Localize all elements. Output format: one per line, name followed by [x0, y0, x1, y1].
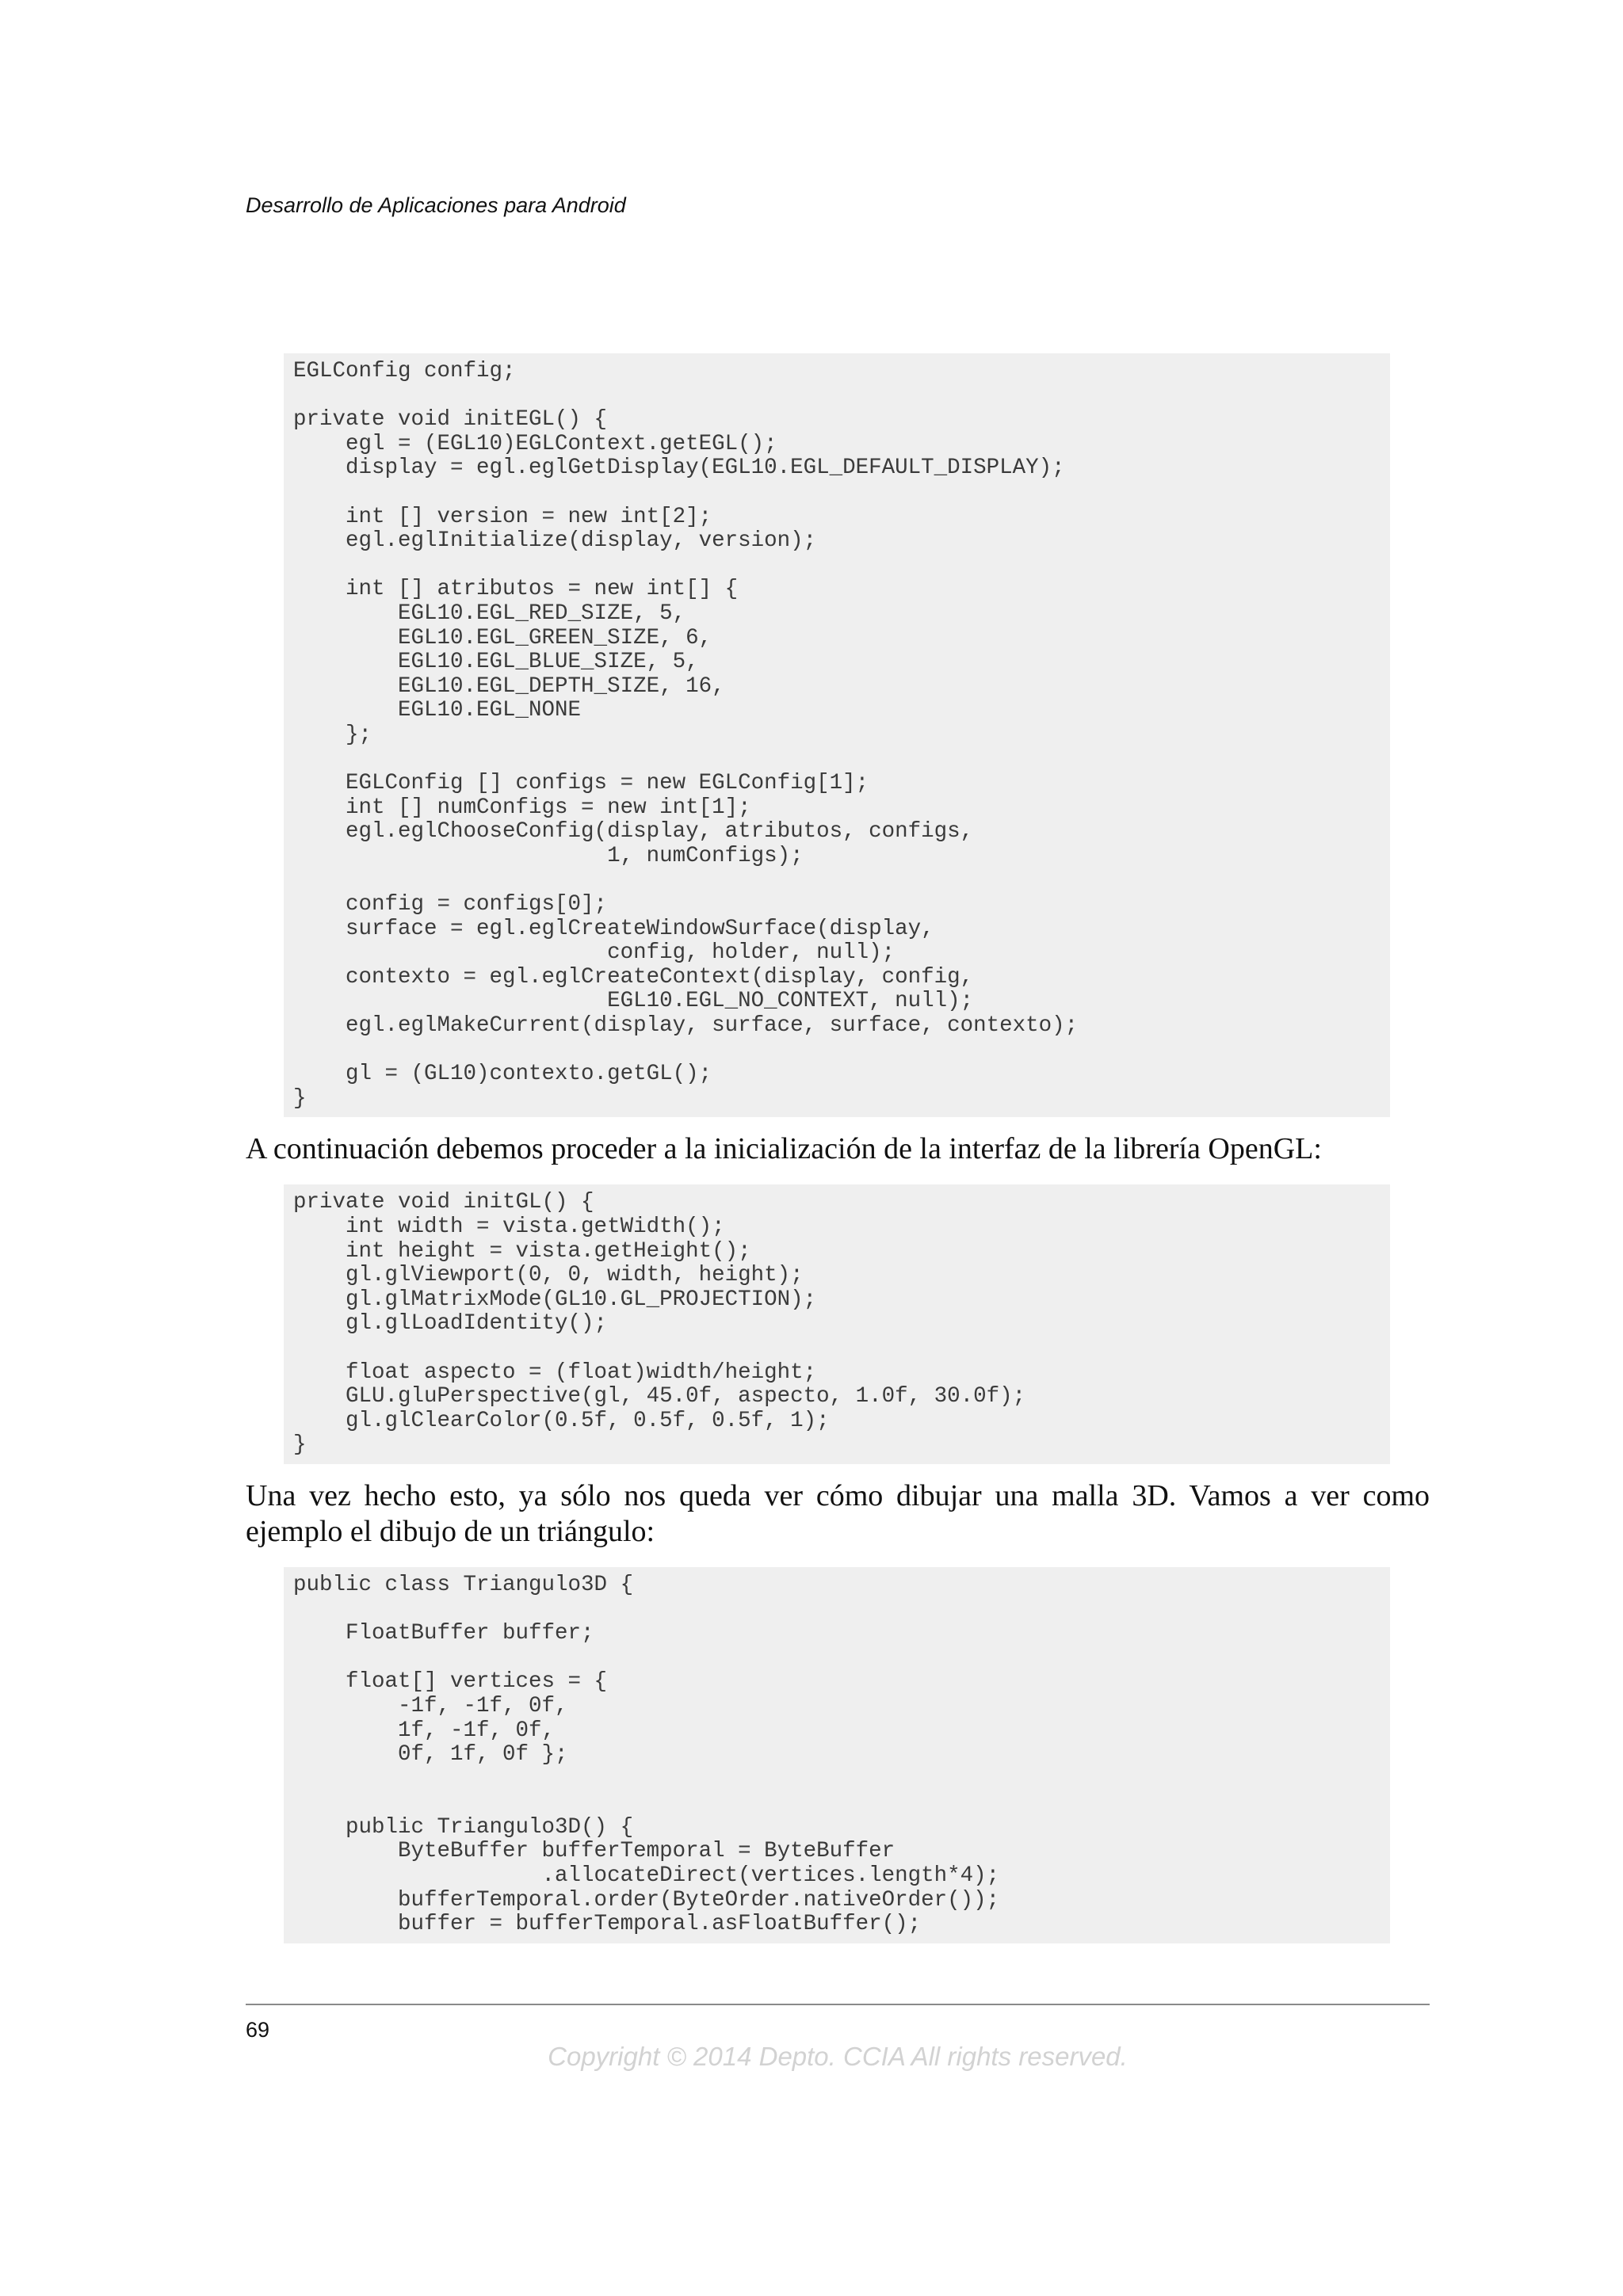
code-line [293, 1337, 1390, 1361]
code-block-init-gl [284, 1184, 1390, 1464]
code-line [293, 748, 1390, 772]
code-line: gl.glLoadIdentity(); [293, 1311, 608, 1337]
code-line: GLU.gluPerspective(gl, 45.0f, aspecto, 1.0f, 30.0f); [293, 1384, 1026, 1409]
code-line: egl = (EGL10)EGLContext.getEGL(); [293, 431, 777, 456]
code-line: bufferTemporal.order(ByteOrder.nativeOrder()); [293, 1887, 1000, 1913]
code-line: 1f, -1f, 0f, [293, 1718, 556, 1743]
code-line: EGLConfig config; [293, 359, 516, 383]
code-line: gl.glMatrixMode(GL10.GL_PROJECTION); [293, 1287, 817, 1312]
code-line: egl.eglInitialize(display, version); [293, 528, 817, 554]
code-line: .allocateDirect(vertices.length*4); [293, 1863, 1000, 1889]
running-header: Desarrollo de Aplicaciones para Android [246, 193, 626, 217]
code-line: egl.eglMakeCurrent(display, surface, surface, contexto); [293, 1013, 1079, 1039]
code-line: FloatBuffer buffer; [293, 1621, 594, 1646]
code-line: float aspecto = (float)width/height; [293, 1360, 817, 1385]
code-line: EGL10.EGL_DEPTH_SIZE, 16, [293, 673, 725, 699]
footer-divider [246, 2004, 1430, 2005]
code-line: buffer = bufferTemporal.asFloatBuffer(); [293, 1912, 922, 1937]
code-line: } [293, 1432, 307, 1458]
code-line: display = egl.eglGetDisplay(EGL10.EGL_DEFAULT_DISPLAY); [293, 456, 1065, 481]
code-line [293, 868, 1390, 893]
code-line: int [] numConfigs = new int[1]; [293, 795, 751, 820]
code-line: surface = egl.eglCreateWindowSurface(display, [293, 916, 934, 941]
code-block-triangulo3d [284, 1567, 1390, 1943]
code-line: contexto = egl.eglCreateContext(display, config, [293, 964, 974, 990]
code-line: int width = vista.getWidth(); [293, 1215, 725, 1239]
code-line [293, 384, 1390, 409]
paragraph-triangle-intro: Una vez hecho esto, ya sólo nos queda ver cómo dibujar una malla 3D. Vamos a ver como ejemplo el dibujo de un triángulo: [246, 1478, 1430, 1548]
code-line: 0f, 1f, 0f }; [293, 1742, 568, 1768]
code-line: config = configs[0]; [293, 892, 608, 917]
code-line: int height = vista.getHeight(); [293, 1238, 751, 1264]
code-line: gl.glClearColor(0.5f, 0.5f, 0.5f, 1); [293, 1408, 830, 1433]
code-line: gl = (GL10)contexto.getGL(); [293, 1062, 712, 1087]
code-line: EGL10.EGL_BLUE_SIZE, 5, [293, 650, 699, 675]
code-line: -1f, -1f, 0f, [293, 1693, 568, 1718]
code-line [293, 1598, 1390, 1623]
code-line: private void initGL() { [293, 1190, 594, 1215]
code-line: EGLConfig [] configs = new EGLConfig[1]; [293, 771, 869, 796]
code-line: public class Triangulo3D { [293, 1572, 634, 1597]
code-line: egl.eglChooseConfig(display, atributos, configs, [293, 819, 974, 845]
code-line: private void initEGL() { [293, 407, 608, 433]
code-line: gl.glViewport(0, 0, width, height); [293, 1263, 804, 1288]
code-line: } [293, 1085, 307, 1111]
code-line: }; [293, 722, 372, 747]
code-line: EGL10.EGL_NONE [293, 698, 582, 723]
code-line: float[] vertices = { [293, 1669, 608, 1695]
code-line: EGL10.EGL_RED_SIZE, 5, [293, 601, 686, 626]
code-line: EGL10.EGL_NO_CONTEXT, null); [293, 989, 974, 1014]
code-line: config, holder, null); [293, 940, 896, 966]
code-line: EGL10.EGL_GREEN_SIZE, 6, [293, 625, 712, 650]
copyright-notice: Copyright © 2014 Depto. CCIA All rights reserved. [548, 2042, 1128, 2071]
code-line [293, 1768, 1390, 1792]
code-line [293, 1791, 1390, 1816]
code-line: int [] atributos = new int[] { [293, 577, 739, 602]
code-line: ByteBuffer bufferTemporal = ByteBuffer [293, 1839, 896, 1864]
code-line [293, 1646, 1390, 1671]
code-line [293, 481, 1390, 505]
code-line: 1, numConfigs); [293, 843, 804, 868]
code-line [293, 1039, 1390, 1063]
page-content [246, 353, 1430, 1943]
code-line: public Triangulo3D() { [293, 1814, 634, 1840]
page-number: 69 [246, 2018, 270, 2042]
paragraph-init-gl-intro: A continuación debemos proceder a la inicialización de la interfaz de la librería OpenGL: [246, 1132, 1322, 1166]
code-block-init-egl [284, 353, 1390, 1117]
code-line [293, 554, 1390, 578]
code-line: int [] version = new int[2]; [293, 504, 712, 529]
